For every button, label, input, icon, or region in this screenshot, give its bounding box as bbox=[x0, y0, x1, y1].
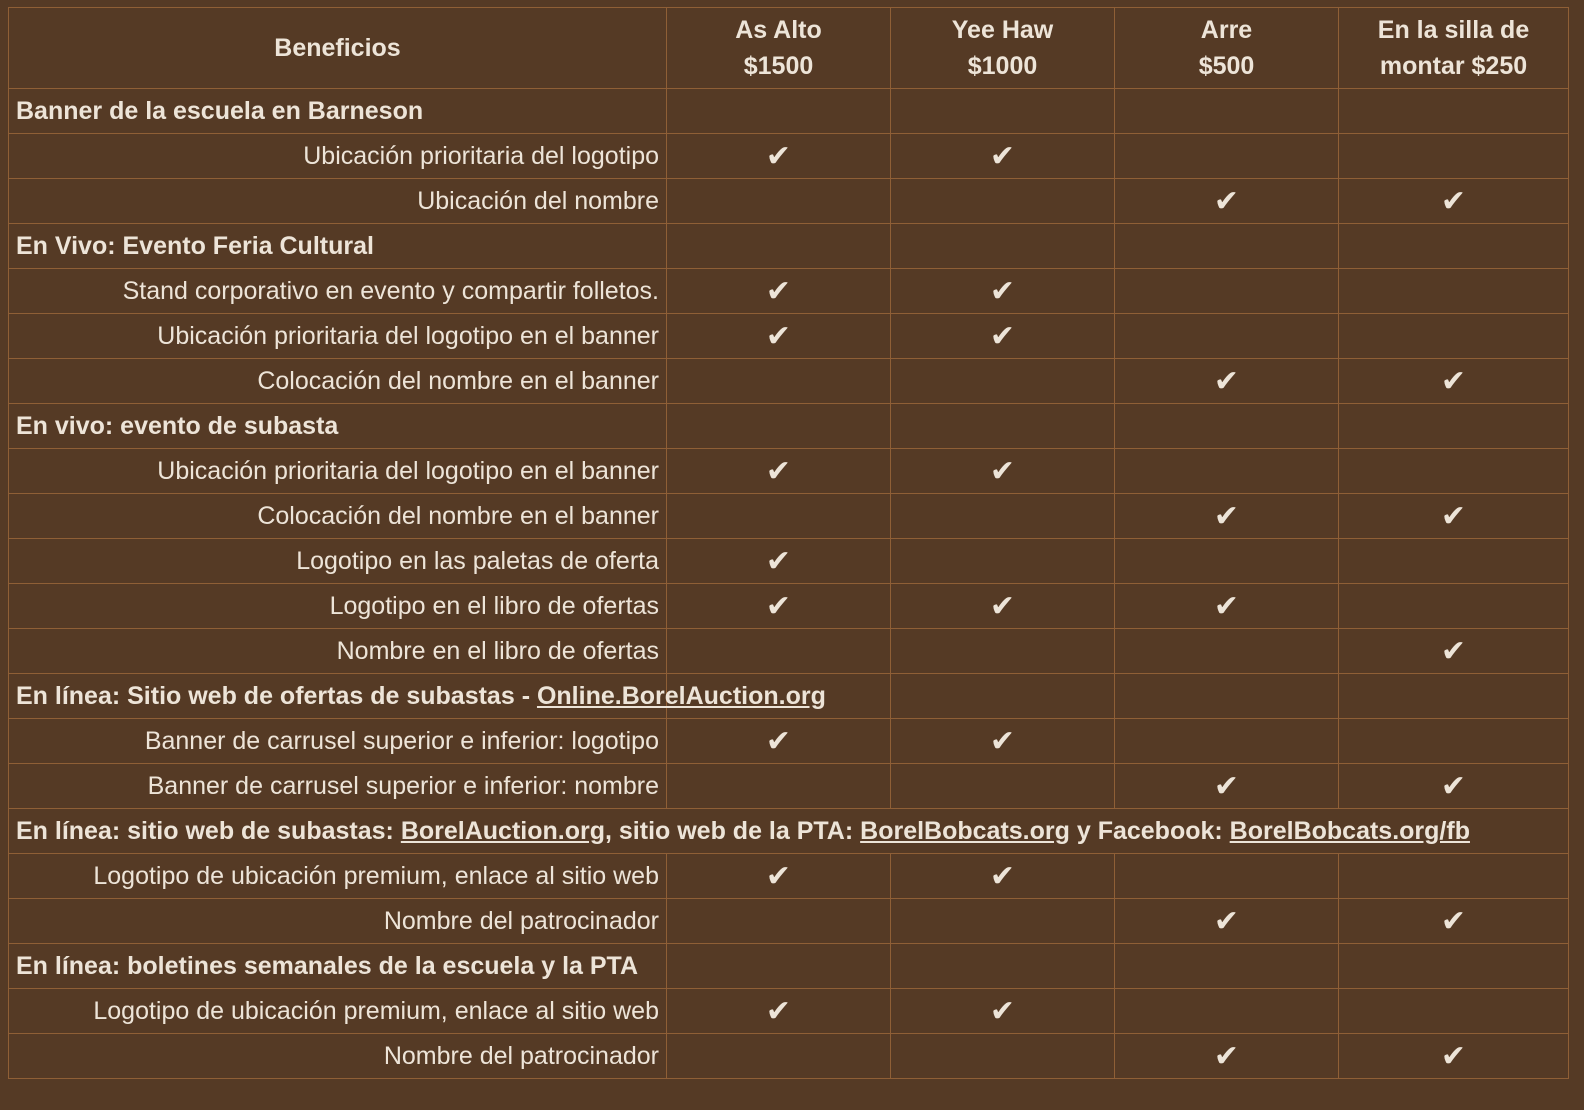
section-title bbox=[9, 809, 1569, 854]
tier-cell bbox=[1115, 539, 1339, 584]
tier-cell bbox=[1339, 584, 1569, 629]
tier-cell bbox=[1339, 1034, 1569, 1079]
tier-cell bbox=[891, 899, 1115, 944]
tier-name: En la silla de bbox=[1377, 16, 1530, 44]
benefit-label: Logotipo de ubicación premium, enlace al sitio web bbox=[9, 989, 667, 1034]
benefit-row bbox=[9, 134, 1569, 179]
checkmark-icon: ✔ bbox=[1213, 589, 1240, 623]
section-title-text: En vivo: evento de subasta bbox=[16, 411, 339, 440]
tier-cell bbox=[891, 134, 1115, 179]
tier-cell bbox=[1115, 584, 1339, 629]
checkmark-icon: ✔ bbox=[1213, 904, 1240, 938]
benefit-row bbox=[9, 449, 1569, 494]
section-title-text: y Facebook: bbox=[1069, 816, 1230, 845]
checkmark-icon: ✔ bbox=[765, 139, 792, 173]
checkmark-icon: ✔ bbox=[765, 454, 792, 488]
tier-cell bbox=[1115, 359, 1339, 404]
tier-price: $1000 bbox=[967, 52, 1038, 80]
checkmark-icon: ✔ bbox=[1213, 769, 1240, 803]
benefit-label: Stand corporativo en evento y compartir folletos. bbox=[9, 269, 667, 314]
checkmark-icon: ✔ bbox=[765, 724, 792, 758]
tier-cell bbox=[667, 269, 891, 314]
website-link[interactable]: BorelBobcats.org bbox=[860, 816, 1070, 845]
checkmark-icon: ✔ bbox=[1440, 499, 1467, 533]
checkmark-icon: ✔ bbox=[1440, 184, 1467, 218]
empty-cell bbox=[1115, 224, 1339, 269]
section-title-text: En Vivo: Evento Feria Cultural bbox=[16, 231, 374, 260]
tier-cell bbox=[1339, 179, 1569, 224]
tier-cell bbox=[891, 764, 1115, 809]
header-tier-yee-haw bbox=[891, 8, 1115, 89]
checkmark-icon: ✔ bbox=[1440, 769, 1467, 803]
benefit-label: Logotipo en el libro de ofertas bbox=[9, 584, 667, 629]
website-link[interactable]: BorelAuction.org bbox=[400, 816, 605, 845]
website-link[interactable]: Online.BorelAuction.org bbox=[536, 681, 826, 710]
tier-cell bbox=[1339, 269, 1569, 314]
tier-cell bbox=[667, 584, 891, 629]
empty-cell bbox=[1115, 944, 1339, 989]
checkmark-icon: ✔ bbox=[1213, 364, 1240, 398]
section-row bbox=[9, 944, 1569, 989]
benefit-row bbox=[9, 989, 1569, 1034]
benefit-label: Nombre del patrocinador bbox=[9, 1034, 667, 1079]
tier-cell bbox=[667, 134, 891, 179]
tier-cell bbox=[1339, 449, 1569, 494]
section-title-text: Banner de la escuela en Barneson bbox=[16, 96, 424, 125]
benefit-row bbox=[9, 359, 1569, 404]
checkmark-icon: ✔ bbox=[989, 274, 1016, 308]
tier-cell bbox=[1115, 449, 1339, 494]
checkmark-icon: ✔ bbox=[1440, 364, 1467, 398]
section-row bbox=[9, 89, 1569, 134]
empty-cell bbox=[667, 224, 891, 269]
checkmark-icon: ✔ bbox=[989, 859, 1016, 893]
header-tier-arre bbox=[1115, 8, 1339, 89]
header-benefits: Beneficios bbox=[9, 8, 667, 89]
tier-price: montar $250 bbox=[1379, 52, 1528, 80]
tier-cell bbox=[1115, 494, 1339, 539]
checkmark-icon: ✔ bbox=[1440, 634, 1467, 668]
tier-cell bbox=[667, 719, 891, 764]
tier-cell bbox=[667, 764, 891, 809]
empty-cell bbox=[1115, 404, 1339, 449]
checkmark-icon: ✔ bbox=[989, 454, 1016, 488]
header-tier-silla-de-montar bbox=[1339, 8, 1569, 89]
section-title bbox=[9, 944, 667, 989]
empty-cell bbox=[1339, 404, 1569, 449]
benefit-label: Colocación del nombre en el banner bbox=[9, 494, 667, 539]
tier-cell bbox=[891, 854, 1115, 899]
tier-cell bbox=[1339, 719, 1569, 764]
tier-cell bbox=[667, 494, 891, 539]
tier-cell bbox=[891, 539, 1115, 584]
empty-cell bbox=[891, 674, 1115, 719]
section-title bbox=[9, 224, 667, 269]
tier-cell bbox=[1115, 899, 1339, 944]
benefit-label: Ubicación prioritaria del logotipo en el banner bbox=[9, 449, 667, 494]
checkmark-icon: ✔ bbox=[765, 589, 792, 623]
empty-cell bbox=[1339, 89, 1569, 134]
tier-name: Yee Haw bbox=[951, 16, 1054, 44]
empty-cell bbox=[667, 89, 891, 134]
tier-cell bbox=[1115, 989, 1339, 1034]
tier-cell bbox=[891, 1034, 1115, 1079]
website-link[interactable]: BorelBobcats.org/fb bbox=[1229, 816, 1470, 845]
benefit-label: Colocación del nombre en el banner bbox=[9, 359, 667, 404]
benefit-row bbox=[9, 539, 1569, 584]
section-row bbox=[9, 809, 1569, 854]
checkmark-icon: ✔ bbox=[1213, 499, 1240, 533]
tier-cell bbox=[1339, 989, 1569, 1034]
empty-cell bbox=[667, 944, 891, 989]
checkmark-icon: ✔ bbox=[765, 544, 792, 578]
tier-cell bbox=[667, 539, 891, 584]
checkmark-icon: ✔ bbox=[989, 724, 1016, 758]
tier-cell bbox=[1339, 539, 1569, 584]
empty-cell bbox=[891, 404, 1115, 449]
tier-cell bbox=[1115, 134, 1339, 179]
section-title-text: En línea: Sitio web de ofertas de subastas - bbox=[16, 681, 537, 710]
empty-cell bbox=[891, 944, 1115, 989]
tier-cell bbox=[667, 1034, 891, 1079]
tier-cell bbox=[1115, 719, 1339, 764]
benefit-row bbox=[9, 179, 1569, 224]
empty-cell bbox=[1115, 674, 1339, 719]
empty-cell bbox=[1339, 674, 1569, 719]
checkmark-icon: ✔ bbox=[765, 994, 792, 1028]
benefit-row bbox=[9, 494, 1569, 539]
checkmark-icon: ✔ bbox=[1213, 184, 1240, 218]
benefit-row bbox=[9, 1034, 1569, 1079]
benefit-row bbox=[9, 584, 1569, 629]
sponsorship-benefits-table-wrapper bbox=[8, 7, 1569, 1079]
tier-cell bbox=[667, 854, 891, 899]
benefit-label: Logotipo en las paletas de oferta bbox=[9, 539, 667, 584]
tier-cell bbox=[1115, 854, 1339, 899]
tier-cell bbox=[667, 179, 891, 224]
section-title bbox=[9, 674, 826, 719]
table-body bbox=[9, 89, 1569, 1079]
section-row bbox=[9, 404, 1569, 449]
table-header bbox=[9, 8, 1569, 89]
section-title-text: En línea: boletines semanales de la escuela y la PTA bbox=[16, 951, 639, 980]
tier-price: $1500 bbox=[743, 52, 814, 80]
section-row bbox=[9, 224, 1569, 269]
checkmark-icon: ✔ bbox=[1440, 904, 1467, 938]
section-title-text: , sitio web de la PTA: bbox=[605, 816, 861, 845]
tier-cell bbox=[891, 584, 1115, 629]
tier-cell bbox=[891, 269, 1115, 314]
checkmark-icon: ✔ bbox=[989, 139, 1016, 173]
tier-cell bbox=[667, 449, 891, 494]
section-title bbox=[9, 89, 667, 134]
tier-cell bbox=[1339, 899, 1569, 944]
benefit-row bbox=[9, 269, 1569, 314]
section-row bbox=[9, 674, 1569, 719]
tier-cell bbox=[1115, 1034, 1339, 1079]
header-tier-as-alto bbox=[667, 8, 891, 89]
benefit-label: Ubicación prioritaria del logotipo en el banner bbox=[9, 314, 667, 359]
benefit-label: Nombre en el libro de ofertas bbox=[9, 629, 667, 674]
tier-cell bbox=[891, 629, 1115, 674]
benefit-label: Banner de carrusel superior e inferior: nombre bbox=[9, 764, 667, 809]
tier-cell bbox=[891, 449, 1115, 494]
tier-cell bbox=[891, 179, 1115, 224]
tier-cell bbox=[667, 314, 891, 359]
header-row bbox=[9, 8, 1569, 89]
checkmark-icon: ✔ bbox=[765, 274, 792, 308]
tier-cell bbox=[667, 359, 891, 404]
empty-cell bbox=[891, 224, 1115, 269]
tier-cell bbox=[891, 314, 1115, 359]
tier-cell bbox=[891, 494, 1115, 539]
tier-price: $500 bbox=[1198, 52, 1255, 80]
benefit-row bbox=[9, 719, 1569, 764]
checkmark-icon: ✔ bbox=[765, 319, 792, 353]
checkmark-icon: ✔ bbox=[989, 994, 1016, 1028]
tier-cell bbox=[1339, 854, 1569, 899]
tier-cell bbox=[891, 359, 1115, 404]
tier-cell bbox=[667, 989, 891, 1034]
tier-name: As Alto bbox=[735, 16, 822, 44]
tier-cell bbox=[667, 899, 891, 944]
tier-cell bbox=[1339, 764, 1569, 809]
checkmark-icon: ✔ bbox=[1440, 1039, 1467, 1073]
sponsorship-benefits-table bbox=[8, 7, 1569, 1079]
tier-cell bbox=[891, 719, 1115, 764]
benefit-label: Nombre del patrocinador bbox=[9, 899, 667, 944]
tier-cell bbox=[1115, 764, 1339, 809]
tier-name: Arre bbox=[1200, 16, 1253, 44]
benefit-row bbox=[9, 629, 1569, 674]
empty-cell bbox=[1339, 224, 1569, 269]
empty-cell bbox=[1339, 944, 1569, 989]
benefit-label: Logotipo de ubicación premium, enlace al sitio web bbox=[9, 854, 667, 899]
benefit-label: Ubicación prioritaria del logotipo bbox=[9, 134, 667, 179]
tier-cell bbox=[891, 989, 1115, 1034]
benefit-row bbox=[9, 314, 1569, 359]
checkmark-icon: ✔ bbox=[989, 589, 1016, 623]
tier-cell bbox=[1115, 179, 1339, 224]
tier-cell bbox=[1339, 359, 1569, 404]
benefit-row bbox=[9, 764, 1569, 809]
empty-cell bbox=[891, 89, 1115, 134]
section-title-text: En línea: sitio web de subastas: bbox=[16, 816, 401, 845]
benefit-label: Ubicación del nombre bbox=[9, 179, 667, 224]
tier-cell bbox=[1339, 494, 1569, 539]
checkmark-icon: ✔ bbox=[765, 859, 792, 893]
empty-cell bbox=[667, 404, 891, 449]
checkmark-icon: ✔ bbox=[1213, 1039, 1240, 1073]
tier-cell bbox=[1339, 629, 1569, 674]
tier-cell bbox=[1115, 269, 1339, 314]
benefit-row bbox=[9, 854, 1569, 899]
checkmark-icon: ✔ bbox=[989, 319, 1016, 353]
benefit-label: Banner de carrusel superior e inferior: logotipo bbox=[9, 719, 667, 764]
section-title bbox=[9, 404, 667, 449]
tier-cell bbox=[1339, 134, 1569, 179]
empty-cell bbox=[1115, 89, 1339, 134]
tier-cell bbox=[1115, 314, 1339, 359]
tier-cell bbox=[1339, 314, 1569, 359]
tier-cell bbox=[667, 629, 891, 674]
tier-cell bbox=[1115, 629, 1339, 674]
benefit-row bbox=[9, 899, 1569, 944]
